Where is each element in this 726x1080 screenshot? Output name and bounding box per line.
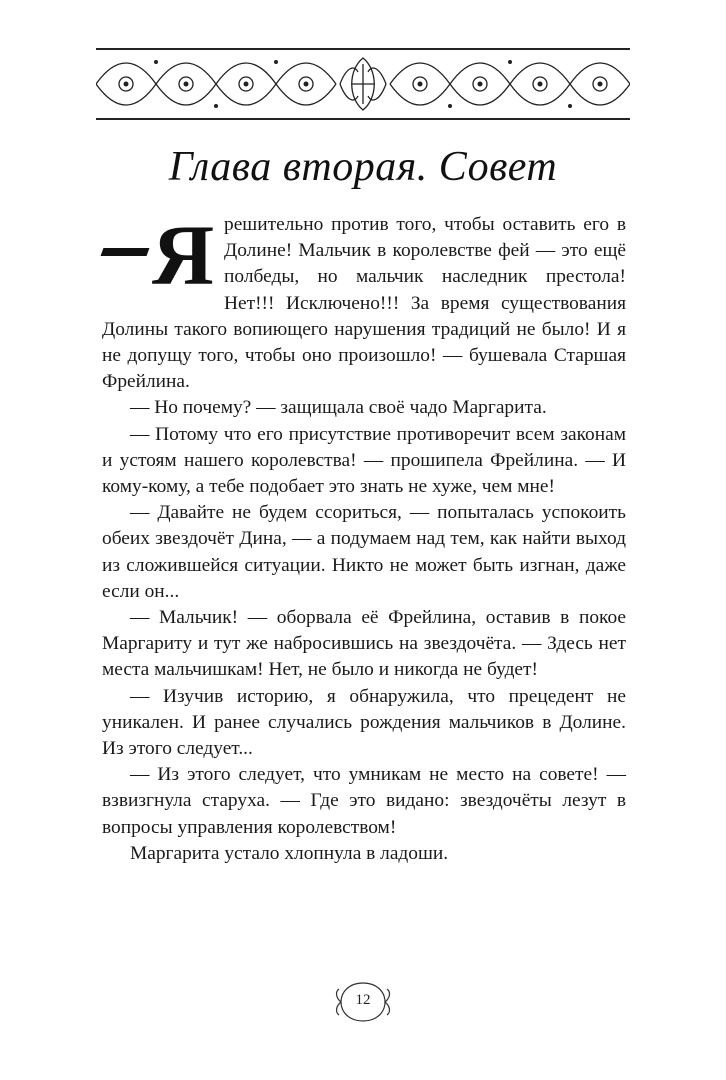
page-number: [333, 980, 393, 1024]
dialogue-dash: [101, 248, 150, 256]
chapter-title: Глава вторая. Совет: [168, 144, 558, 190]
paragraph: Маргарита устало хлопнула в ладоши.: [130, 842, 449, 864]
body-text: [102, 207, 626, 867]
decorative-ornament-band: [96, 48, 630, 120]
floral-ornament-icon: [96, 50, 630, 118]
paragraph: — Мальчик! — оборвала её Фрейлина, оставив в покое Маргариту и тут же набросившись на звездочёта. — Здесь нет места мальчишкам! Нет, не было и никогда не будет!: [102, 607, 626, 681]
paragraph: — Но почему? — защищала своё чадо Маргарита.: [130, 397, 547, 419]
paragraph: — Из этого следует, что умникам не место на совете! — взвизгнула старуха. — Где это видано: звездочёты лезут в вопросы управления королевством!: [102, 764, 626, 838]
paragraph: — Потому что его присутствие противоречит всем законам и устоям нашего королевства! — прошипела Фрейлина. — И кому-кому, а тебе подобает это знать не хуже, чем мне!: [102, 423, 626, 498]
paragraph: — Давайте не будем ссориться, — попыталась успокоить обеих звездочёт Дина, — а подумаем над тем, как найти выход из сложившейся ситуации. Никто не может быть изгнан, даже если он...: [102, 502, 626, 602]
page-number-label: 12: [355, 992, 371, 1008]
paragraph: — Изучив историю, я обнаружила, что прецедент не уникален. И ранее случались рождения мальчиков в Долине. Из этого следует...: [102, 685, 626, 760]
drop-cap: [102, 207, 216, 308]
paragraph: решительно против того, чтобы оставить его в Долине! Мальчик в королевстве фей — это ещё полбеды, но мальчик наследник престола! Нет!!! Исключено!!! За время существования Долины такого вопиющего нарушения традиций не было! И я не допущу того, чтобы оно произошло! — бушевала Старшая Фрейлина.: [102, 214, 626, 393]
drop-cap-letter: Я: [152, 207, 215, 303]
